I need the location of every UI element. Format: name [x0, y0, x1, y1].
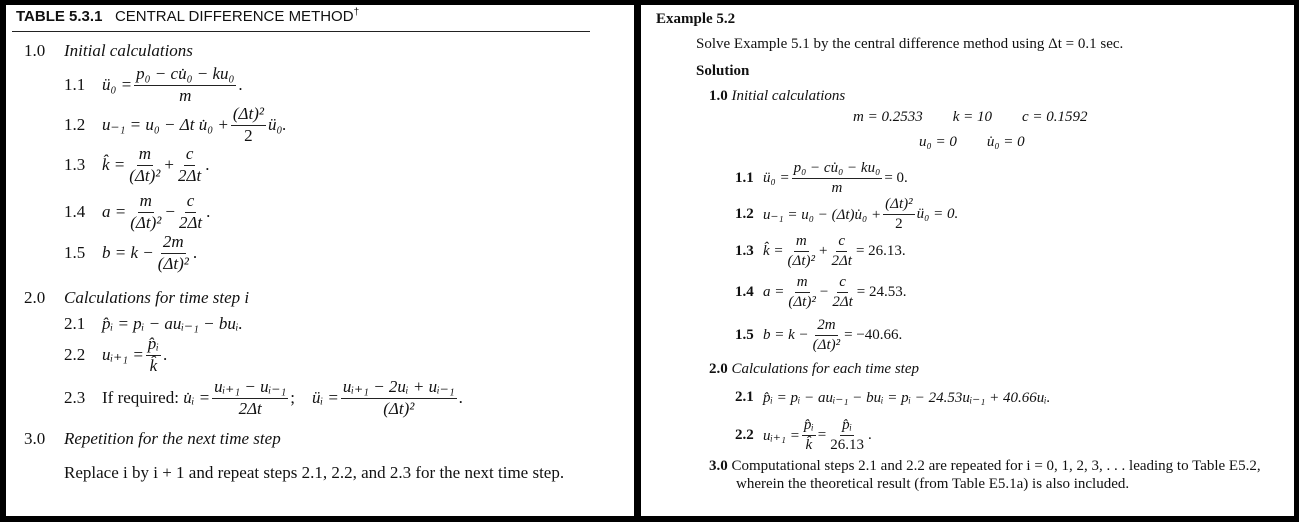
step-2-1: 2.1 p̂ᵢ = pᵢ − auᵢ₋₁ − buᵢ. [64, 314, 243, 333]
header-rule [12, 31, 590, 32]
table-5-3-1-panel [6, 5, 634, 516]
fraction: $\frac{\text{p₀ − cu̇₀ − ku₀}}{m}$ [136, 64, 235, 105]
section-3-text-line2: wherein the theoretical result (from Table E5.1a) is also included. [736, 476, 1130, 492]
step-1-1: 1.1 ü₀ = $\frac{\text{p₀ − cu̇₀ − ku₀}}{m}$ . [64, 64, 243, 105]
section-2-heading: 2.0 Calculations for time step i [24, 288, 250, 307]
table-title [16, 7, 359, 25]
step-2-3: 2.3 If required: u̇ᵢ = $\frac{\text{uᵢ₊₁ − uᵢ₋₁}}{2\Delta t}$ ; üᵢ = $\frac{\text{uᵢ₊₁ − 2uᵢ + uᵢ₋₁}}{\text{(Δt)²}}$ . [64, 377, 463, 418]
table-label: TABLE 5.3.1 [16, 8, 103, 25]
step-1-1: 1.1 ü₀ = $\frac{\text{p₀ − cu̇₀ − ku₀}}{m}$ = 0. [735, 160, 908, 196]
step-1-5: 1.5 b = k − $\frac{2m}{\text{(Δt)²}}$ = −40.66. [735, 317, 903, 353]
section-1-heading: 1.0 Initial calculations [709, 88, 846, 104]
step-2-2: 2.2 uᵢ₊₁ = $\frac{\text{p̂ᵢ}}{k̂}$ = $\frac{\text{p̂ᵢ}}{26.13}$ . [735, 417, 872, 453]
step-1-2: 1.2 u₋₁ = u₀ − Δt u̇₀ + $\frac{\text{(Δt)²}}{2}$ ü₀. [64, 104, 287, 145]
step-2-1: 2.1 p̂ᵢ = pᵢ − auᵢ₋₁ − buᵢ = pᵢ − 24.53uᵢ₋₁ + 40.66uᵢ. [735, 389, 1051, 406]
table-title-text: CENTRAL DIFFERENCE METHOD [114, 8, 354, 25]
example-title: Example 5.2 [656, 11, 736, 27]
example-5-2-panel [641, 5, 1294, 516]
problem-statement: Solve Example 5.1 by the central difference method using Δt = 0.1 sec. [696, 36, 1124, 52]
step-1-3: 1.3 k̂ = $\frac{m}{\text{(Δt)²}}$ + $\frac{c}{2\Delta t}$ . [64, 144, 210, 185]
params-row-1: m = 0.2533 k = 10 c = 0.1592 [853, 109, 1088, 125]
step-1-2: 1.2 u₋₁ = u₀ − (Δt)u̇₀ + $\frac{\text{(Δt)²}}{2}$ ü₀ = 0. [735, 196, 959, 232]
solution-label: Solution [696, 63, 750, 79]
section-3-text: Replace i by i + 1 and repeat steps 2.1, 2.2, and 2.3 for the next time step. [64, 463, 565, 482]
step-1-4: 1.4 a = $\frac{m}{\text{(Δt)²}}$ − $\frac{c}{2\Delta t}$ = 24.53. [735, 274, 907, 310]
step-1-3: 1.3 k̂ = $\frac{m}{\text{(Δt)²}}$ + $\frac{c}{2\Delta t}$ = 26.13. [735, 233, 906, 269]
section-1-heading: 1.0 Initial calculations [24, 41, 193, 60]
step-1-5: 1.5 b = k − $\frac{2m}{\text{(Δt)²}}$ . [64, 232, 198, 273]
dagger-mark: † [353, 7, 360, 18]
step-2-2: 2.2 uᵢ₊₁ = $\frac{\text{p̂ᵢ}}{k̂}$ . [64, 334, 168, 375]
fraction: $\frac{\text{(Δt)²}}{2}$ [232, 104, 264, 145]
section-3-heading: 3.0 Repetition for the next time step [24, 429, 281, 448]
section-2-heading: 2.0 Calculations for each time step [709, 361, 919, 377]
step-1-4: 1.4 a = $\frac{m}{\text{(Δt)²}}$ − $\frac{c}{2\Delta t}$ . [64, 191, 211, 232]
params-row-2: u₀ = 0 u̇₀ = 0 [919, 134, 1025, 150]
section-3-text: 3.0 Computational steps 2.1 and 2.2 are repeated for i = 0, 1, 2, 3, . . . leading to Table E5.2, [709, 458, 1261, 474]
